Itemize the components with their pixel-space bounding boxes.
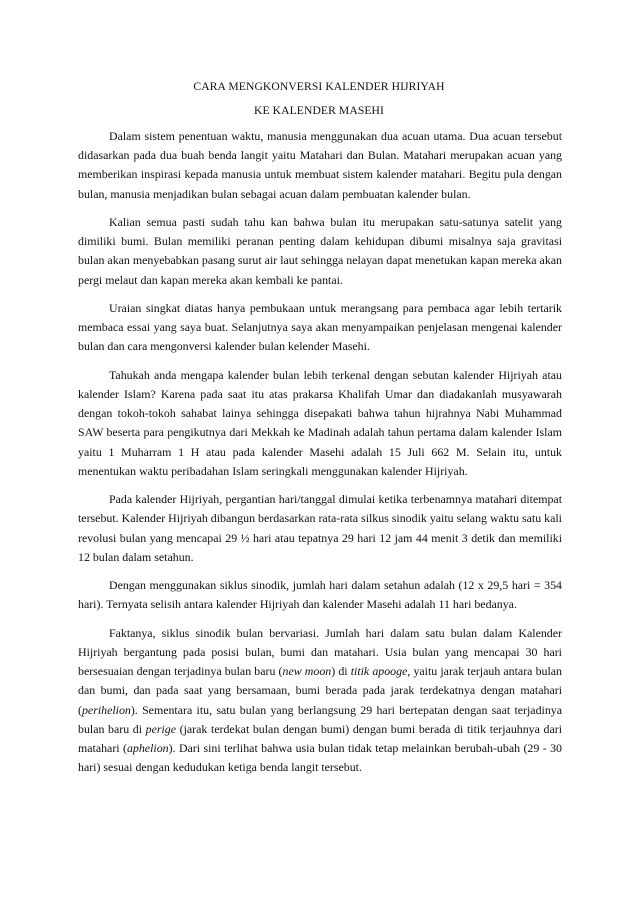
paragraph-7-text-5: (jarak terdekat bulan dengan bumi) dengan bumi berada di titik terjauhnya dari matahari ( bbox=[78, 721, 562, 756]
term-aphelion: aphelion bbox=[126, 741, 169, 756]
paragraph-7-text-1: Faktanya, siklus sinodik bulan bervariasi. Jumlah hari dalam satu bulan dalam Kalender Hijriyah bergantung pada posisi bulan, bumi dan matahari. Usia bulan yang mencapai 30 hari bersesuaian dengan terjadinya bulan baru ( bbox=[78, 625, 562, 679]
document-body bbox=[78, 127, 562, 787]
term-new-moon: new moon bbox=[282, 664, 332, 679]
paragraph-5: Pada kalender Hijriyah, pergantian hari/tanggal dimulai ketika terbenamnya matahari ditempat tersebut. Kalender Hijriyah dibangun berdasarkan rata-rata silkus sinodik yaitu selang waktu satu kali revolusi bulan yang mencapai 29 ½ hari atau tepatnya 29 hari 12 jam 44 menit 3 detik dan memiliki 12 bulan dalam setahun. bbox=[78, 492, 562, 564]
document-title-line-1: CARA MENGKONVERSI KALENDER HIJRIYAH bbox=[193, 80, 445, 93]
paragraph-7-text-2: ) di bbox=[331, 664, 351, 679]
document-title-line-2: KE KALENDER MASEHI bbox=[254, 104, 384, 117]
term-titik-apooge: titik apooge bbox=[350, 664, 408, 679]
paragraph-7 bbox=[78, 624, 562, 778]
paragraph-7-text-6: ). Dari sini terlihat bahwa usia bulan tidak tetap melainkan berubah-ubah (29 - 30 hari) sesuai dengan kedudukan ketiga benda langit tersebut. bbox=[78, 741, 562, 775]
paragraph-7-text-4: ). Sementara itu, satu bulan yang berlangsung 29 hari bertepatan dengan saat terjadinya bulan baru di bbox=[78, 702, 562, 736]
paragraph-6: Dengan menggunakan siklus sinodik, jumlah hari dalam setahun adalah (12 x 29,5 hari = 354 hari). Ternyata selisih antara kalender Hijriyah dan kalender Masehi adalah 11 hari bedanya. bbox=[78, 578, 562, 612]
paragraph-2: Kalian semua pasti sudah tahu kan bahwa bulan itu merupakan satu-satunya satelit yang dimiliki bumi. Bulan memiliki peranan penting dalam kehidupan dibumi misalnya saja gravitasi bulan akan menyebabkan pasang surut air laut sehingga nelayan dapat menetukan kapan mereka akan pergi melaut dan kapan mereka akan kembali ke pantai. bbox=[78, 215, 562, 287]
paragraph-4: Tahukah anda mengapa kalender bulan lebih terkenal dengan sebutan kalender Hijriyah atau kalender Islam? Karena pada saat itu atas prakarsa Khalifah Umar dan diadakanlah musyawarah dengan tokoh-tokoh sahabat lainya sehingga disepakati bahwa tahun hijrahnya Nabi Muhammad SAW beserta para pengikutnya dari Mekkah ke Madinah adalah tahun pertama dalam kalender Islam yaitu 1 Muharram 1 H atau pada kalender Masehi adalah 15 Juli 662 M. Selain itu, untuk menentukan waktu peribadahan Islam seringkali menggunakan kalender Hijriyah. bbox=[78, 367, 562, 478]
paragraph-1: Dalam sistem penentuan waktu, manusia menggunakan dua acuan utama. Dua acuan tersebut didasarkan pada dua buah benda langit yaitu Matahari dan Bulan. Matahari merupakan acuan yang memberikan inspirasi kepada manusia untuk membuat sistem kalender matahari. Begitu pula dengan bulan, manusia menjadikan bulan sebagai acuan dalam pembuatan kalender bulan. bbox=[78, 129, 562, 201]
term-perige: perige bbox=[145, 721, 177, 736]
term-perihelion: perihelion bbox=[81, 702, 131, 717]
paragraph-7-text-3: , yaitu jarak terjauh antara bulan dan bumi, dan pada saat yang bersamaan, bumi berada pada jarak terdekatnya dengan matahari ( bbox=[78, 664, 562, 717]
paragraph-3: Uraian singkat diatas hanya pembukaan untuk merangsang para pembaca agar lebih tertarik membaca essai yang saya buat. Selanjutnya saya akan menyampaikan penjelasan mengenai kalender bulan dan cara mengonversi kalender bulan kelender Masehi. bbox=[78, 301, 562, 354]
